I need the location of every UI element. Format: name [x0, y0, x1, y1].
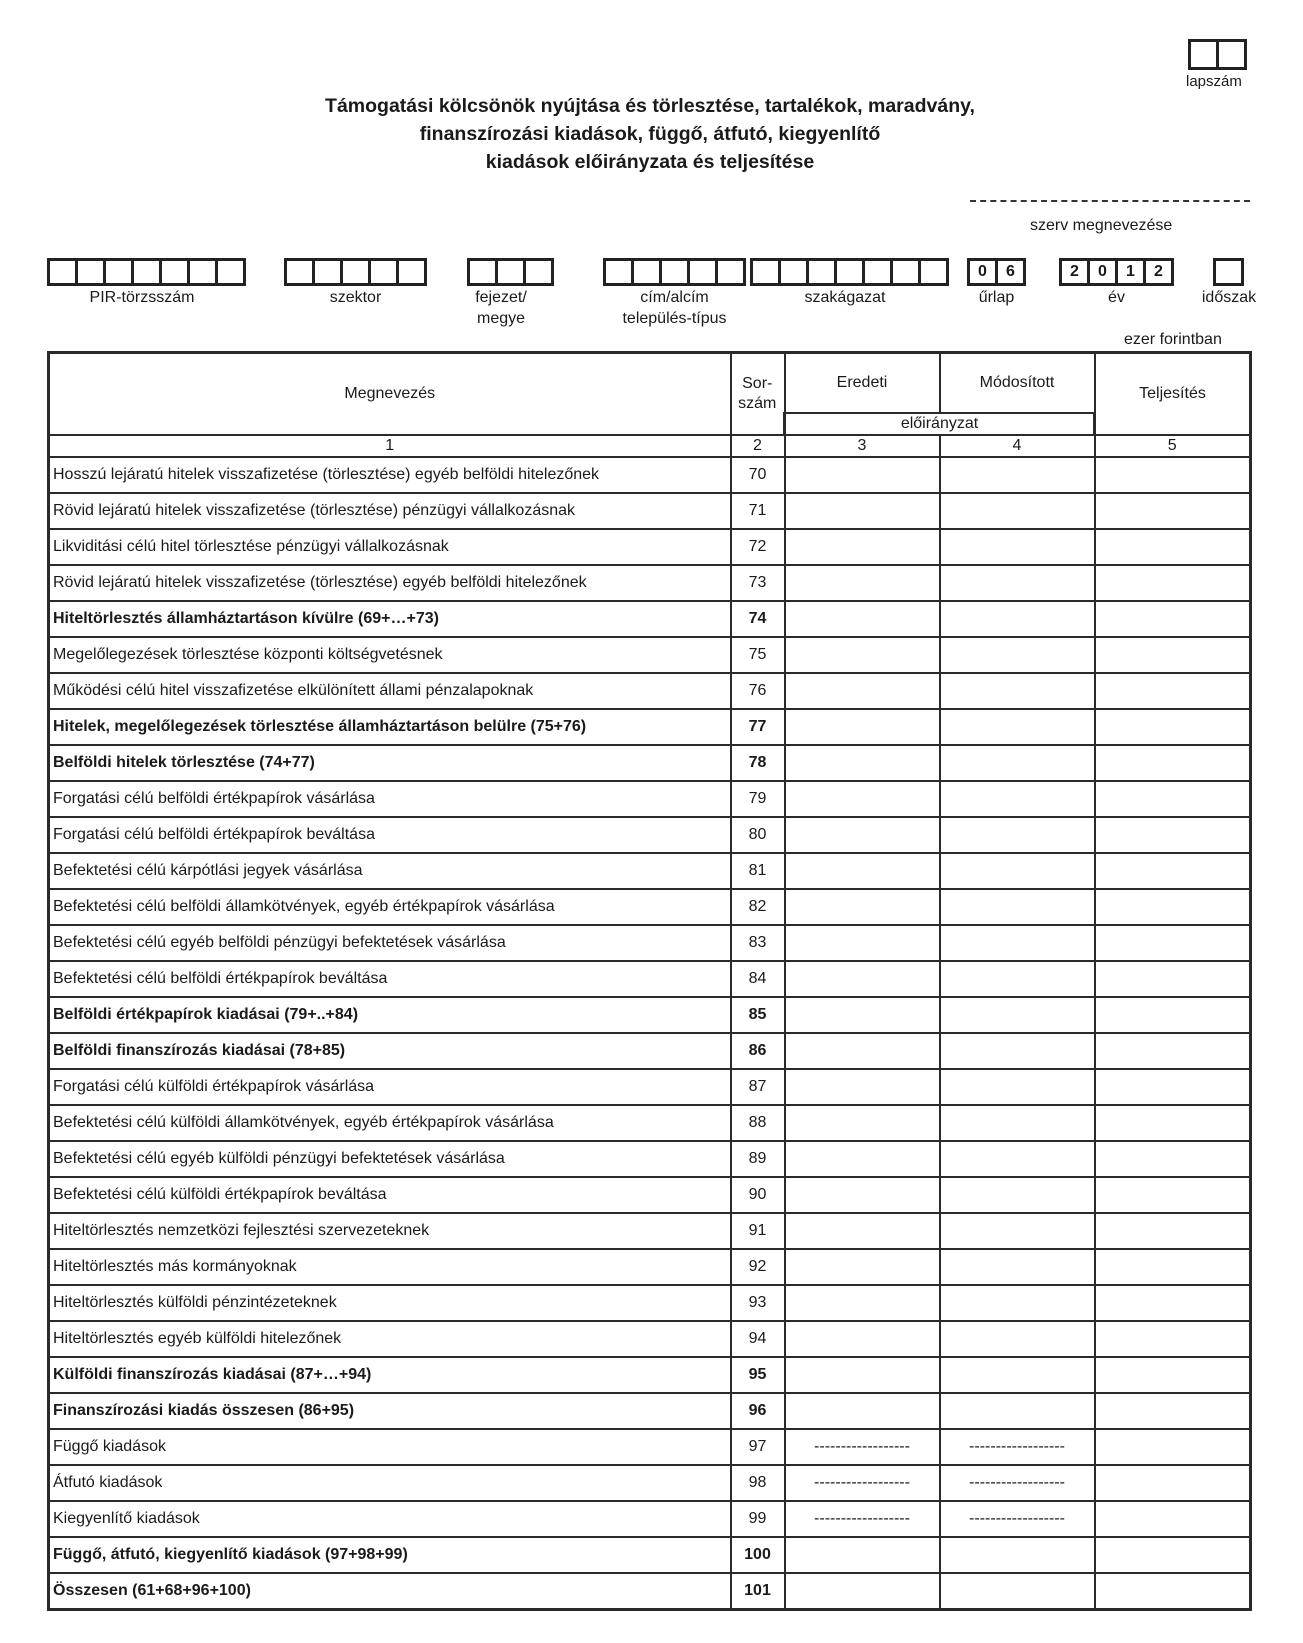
cell-eredeti-input[interactable]: [785, 1213, 940, 1249]
cell-teljesites-input[interactable]: [1095, 781, 1251, 817]
row-name: Külföldi finanszírozás kiadásai (87+…+94): [49, 1357, 731, 1393]
cell-modositott-input[interactable]: [940, 1213, 1095, 1249]
szektor-digit-cell[interactable]: [368, 258, 399, 286]
row-sorszam: 97: [731, 1429, 785, 1465]
row-sorszam: 77: [731, 709, 785, 745]
cell-teljesites-input[interactable]: [1095, 493, 1251, 529]
header-teljesites: Teljesítés: [1095, 353, 1251, 436]
row-name: Hiteltörlesztés államháztartáson kívülre (69+…+73): [49, 601, 731, 637]
cell-teljesites-input[interactable]: [1095, 1033, 1251, 1069]
cell-eredeti-input[interactable]: [785, 493, 940, 529]
cell-eredeti-input[interactable]: [785, 781, 940, 817]
cell-eredeti-input[interactable]: [785, 745, 940, 781]
pir-digit-cell[interactable]: [215, 258, 246, 286]
row-name: Belföldi értékpapírok kiadásai (79+..+84): [49, 997, 731, 1033]
row-name: Befektetési célú belföldi államkötvények, egyéb értékpapírok vásárlása: [49, 889, 731, 925]
colnum-5: 5: [1095, 435, 1251, 457]
row-sorszam: 76: [731, 673, 785, 709]
cell-eredeti-input[interactable]: [785, 1033, 940, 1069]
table-row: [49, 673, 1251, 709]
cim-label-line-2: település-típus: [622, 310, 727, 327]
table-row: [49, 1033, 1251, 1069]
row-sorszam: 99: [731, 1501, 785, 1537]
cim-digit-cell[interactable]: [715, 258, 746, 286]
cell-teljesites-input[interactable]: [1095, 457, 1251, 493]
cell-teljesites-input[interactable]: [1095, 1393, 1251, 1429]
cell-modositott-input[interactable]: [940, 709, 1095, 745]
cell-teljesites-input[interactable]: [1095, 637, 1251, 673]
header-sorszam-line-1: Sor-: [742, 375, 773, 392]
table-row: [49, 1429, 1251, 1465]
cell-teljesites-input[interactable]: [1095, 817, 1251, 853]
row-sorszam: 84: [731, 961, 785, 997]
cell-modositott-input[interactable]: [940, 637, 1095, 673]
cell-eredeti-input[interactable]: [785, 1177, 940, 1213]
szektor-boxes[interactable]: [284, 258, 427, 286]
idoszak-boxes[interactable]: [1213, 258, 1244, 286]
colnum-4: 4: [940, 435, 1095, 457]
urlap-boxes[interactable]: [967, 258, 1026, 286]
szektor-digit-cell[interactable]: [312, 258, 343, 286]
cell-eredeti-input[interactable]: [785, 1321, 940, 1357]
row-name: Rövid lejáratú hitelek visszafizetése (törlesztése) egyéb belföldi hitelezőnek: [49, 565, 731, 601]
szakagazat-digit-cell[interactable]: [862, 258, 893, 286]
cell-modositott-input[interactable]: [940, 1033, 1095, 1069]
pir-digit-cell[interactable]: [75, 258, 106, 286]
table-row: [49, 1465, 1251, 1501]
ev-boxes[interactable]: [1059, 258, 1174, 286]
row-name: Összesen (61+68+96+100): [49, 1573, 731, 1610]
ev-digit-cell[interactable]: 1: [1115, 258, 1146, 286]
cell-teljesites-input[interactable]: [1095, 1285, 1251, 1321]
row-sorszam: 75: [731, 637, 785, 673]
cell-eredeti-input[interactable]: [785, 1573, 940, 1610]
cell-modositott-na: ------------------: [940, 1429, 1095, 1465]
ev-label: év: [1108, 289, 1125, 306]
row-name: Befektetési célú kárpótlási jegyek vásárlása: [49, 853, 731, 889]
row-sorszam: 81: [731, 853, 785, 889]
cell-eredeti-input[interactable]: [785, 1105, 940, 1141]
header-megnevezes: Megnevezés: [49, 353, 731, 436]
szektor-label: szektor: [329, 289, 382, 306]
row-sorszam: 83: [731, 925, 785, 961]
row-sorszam: 91: [731, 1213, 785, 1249]
row-sorszam: 80: [731, 817, 785, 853]
row-sorszam: 74: [731, 601, 785, 637]
ev-digit-cell[interactable]: 0: [1087, 258, 1118, 286]
row-sorszam: 86: [731, 1033, 785, 1069]
row-name: Befektetési célú egyéb belföldi pénzügyi befektetések vásárlása: [49, 925, 731, 961]
cell-eredeti-input[interactable]: [785, 1537, 940, 1573]
row-sorszam: 87: [731, 1069, 785, 1105]
header-sorszam-line-2: szám: [738, 395, 777, 412]
row-name: Forgatási célú külföldi értékpapírok vásárlása: [49, 1069, 731, 1105]
row-sorszam: 78: [731, 745, 785, 781]
table-row: [49, 709, 1251, 745]
szektor-digit-cell[interactable]: [396, 258, 427, 286]
cell-teljesites-input[interactable]: [1095, 1357, 1251, 1393]
title-line-3: kiadások előirányzata és teljesítése: [485, 151, 815, 173]
cell-teljesites-input[interactable]: [1095, 745, 1251, 781]
cell-eredeti-input[interactable]: [785, 529, 940, 565]
cim-digit-cell[interactable]: [659, 258, 690, 286]
table-row: [49, 889, 1251, 925]
cell-teljesites-input[interactable]: [1095, 1501, 1251, 1537]
table-row: [49, 853, 1251, 889]
table-row: [49, 1573, 1251, 1610]
cell-teljesites-input[interactable]: [1095, 1069, 1251, 1105]
fejezet-digit-cell[interactable]: [523, 258, 554, 286]
cell-teljesites-input[interactable]: [1095, 889, 1251, 925]
row-sorszam: 92: [731, 1249, 785, 1285]
unit-label: ezer forintban: [1124, 331, 1222, 348]
pir-label: PIR-törzsszám: [89, 289, 195, 306]
cell-teljesites-input[interactable]: [1095, 1141, 1251, 1177]
fejezet-digit-cell[interactable]: [495, 258, 526, 286]
cell-modositott-input[interactable]: [940, 565, 1095, 601]
cell-eredeti-input[interactable]: [785, 1285, 940, 1321]
cim-label: [603, 287, 746, 329]
row-sorszam: 93: [731, 1285, 785, 1321]
table-row: [49, 781, 1251, 817]
fejezet-label-line-2: megye: [476, 310, 526, 327]
cell-modositott-na: ------------------: [940, 1465, 1095, 1501]
cell-modositott-input[interactable]: [940, 1393, 1095, 1429]
cell-eredeti-input[interactable]: [785, 1249, 940, 1285]
cell-teljesites-input[interactable]: [1095, 1105, 1251, 1141]
row-name: Likviditási célú hitel törlesztése pénzügyi vállalkozásnak: [49, 529, 731, 565]
table-row: [49, 529, 1251, 565]
table-row: [49, 1177, 1251, 1213]
cell-teljesites-input[interactable]: [1095, 1249, 1251, 1285]
pir-digit-cell[interactable]: [47, 258, 78, 286]
table-row: [49, 1501, 1251, 1537]
cell-eredeti-input[interactable]: [785, 1393, 940, 1429]
cell-teljesites-input[interactable]: [1095, 997, 1251, 1033]
row-name: Hosszú lejáratú hitelek visszafizetése (törlesztése) egyéb belföldi hitelezőnek: [49, 457, 731, 493]
cell-eredeti-na: ------------------: [785, 1465, 940, 1501]
cell-modositott-input[interactable]: [940, 1357, 1095, 1393]
fejezet-label: [460, 287, 542, 329]
cell-modositott-input[interactable]: [940, 961, 1095, 997]
szakagazat-label: szakágazat: [804, 289, 886, 306]
fejezet-label-line-1: fejezet/: [475, 289, 527, 306]
fejezet-digit-cell[interactable]: [467, 258, 498, 286]
cell-modositott-input[interactable]: [940, 1321, 1095, 1357]
cell-eredeti-input[interactable]: [785, 961, 940, 997]
cell-teljesites-input[interactable]: [1095, 565, 1251, 601]
row-sorszam: 89: [731, 1141, 785, 1177]
szakagazat-digit-cell[interactable]: [834, 258, 865, 286]
row-name: Függő, átfutó, kiegyenlítő kiadások (97+98+99): [49, 1537, 731, 1573]
cell-modositott-input[interactable]: [940, 1537, 1095, 1573]
cell-modositott-input[interactable]: [940, 673, 1095, 709]
ev-digit-cell[interactable]: 2: [1059, 258, 1090, 286]
row-name: Működési célú hitel visszafizetése elkülönített állami pénzalapoknak: [49, 673, 731, 709]
table-row: [49, 961, 1251, 997]
cim-alcim-boxes[interactable]: [603, 258, 746, 286]
cell-eredeti-input[interactable]: [785, 817, 940, 853]
row-sorszam: 72: [731, 529, 785, 565]
cell-modositott-input[interactable]: [940, 601, 1095, 637]
form-title: [180, 92, 1120, 176]
row-name: Hiteltörlesztés külföldi pénzintézeteknek: [49, 1285, 731, 1321]
cell-modositott-input[interactable]: [940, 925, 1095, 961]
row-name: Forgatási célú belföldi értékpapírok beváltása: [49, 817, 731, 853]
cell-eredeti-input[interactable]: [785, 709, 940, 745]
cell-modositott-input[interactable]: [940, 1285, 1095, 1321]
cell-teljesites-input[interactable]: [1095, 1573, 1251, 1610]
cell-modositott-input[interactable]: [940, 493, 1095, 529]
cell-teljesites-input[interactable]: [1095, 961, 1251, 997]
header-eredeti: Eredeti: [785, 353, 940, 414]
row-name: Belföldi finanszírozás kiadásai (78+85): [49, 1033, 731, 1069]
title-line-2: finanszírozási kiadások, függő, átfutó, kiegyenlítő: [419, 123, 881, 145]
cim-label-line-1: cím/alcím: [640, 289, 709, 306]
table-row: [49, 817, 1251, 853]
cell-modositott-na: ------------------: [940, 1501, 1095, 1537]
table-row: [49, 565, 1251, 601]
cell-eredeti-na: ------------------: [785, 1429, 940, 1465]
szakagazat-boxes[interactable]: [750, 258, 949, 286]
cell-teljesites-input[interactable]: [1095, 853, 1251, 889]
urlap-digit-cell[interactable]: 6: [995, 258, 1026, 286]
ev-digit-cell[interactable]: 2: [1143, 258, 1174, 286]
table-row: [49, 1285, 1251, 1321]
szerv-label: szerv megnevezése: [1030, 217, 1173, 234]
row-name: Kiegyenlítő kiadások: [49, 1501, 731, 1537]
row-name: Hiteltörlesztés egyéb külföldi hitelezőnek: [49, 1321, 731, 1357]
table-row: [49, 1357, 1251, 1393]
szakagazat-digit-cell[interactable]: [918, 258, 949, 286]
urlap-label: űrlap: [978, 289, 1015, 306]
urlap-digit-cell[interactable]: 0: [967, 258, 998, 286]
lapszam-label: lapszám: [1186, 73, 1242, 90]
fejezet-megye-boxes[interactable]: [467, 258, 554, 286]
row-name: Forgatási célú belföldi értékpapírok vásárlása: [49, 781, 731, 817]
pir-digit-cell[interactable]: [187, 258, 218, 286]
table-row: [49, 997, 1251, 1033]
cell-eredeti-input[interactable]: [785, 997, 940, 1033]
cell-modositott-input[interactable]: [940, 889, 1095, 925]
table-row: [49, 925, 1251, 961]
cell-modositott-input[interactable]: [940, 457, 1095, 493]
pir-digit-cell[interactable]: [159, 258, 190, 286]
szakagazat-digit-cell[interactable]: [890, 258, 921, 286]
lapszam-box[interactable]: [1188, 39, 1247, 70]
cell-eredeti-input[interactable]: [785, 1069, 940, 1105]
row-sorszam: 85: [731, 997, 785, 1033]
main-table: [47, 351, 1252, 1611]
cell-teljesites-input[interactable]: [1095, 1537, 1251, 1573]
title-line-1: Támogatási kölcsönök nyújtása és törlesztése, tartalékok, maradvány,: [325, 95, 975, 117]
row-name: Megelőlegezések törlesztése központi költségvetésnek: [49, 637, 731, 673]
row-name: Befektetési célú külföldi államkötvények, egyéb értékpapírok vásárlása: [49, 1105, 731, 1141]
cell-eredeti-na: ------------------: [785, 1501, 940, 1537]
table-row: [49, 1393, 1251, 1429]
row-name: Belföldi hitelek törlesztése (74+77): [49, 745, 731, 781]
table-row: [49, 1069, 1251, 1105]
table-row: [49, 1141, 1251, 1177]
szektor-digit-cell[interactable]: [340, 258, 371, 286]
cell-eredeti-input[interactable]: [785, 673, 940, 709]
pir-digit-cell[interactable]: [131, 258, 162, 286]
cell-modositott-input[interactable]: [940, 745, 1095, 781]
pir-digit-cell[interactable]: [103, 258, 134, 286]
row-sorszam: 100: [731, 1537, 785, 1573]
row-sorszam: 73: [731, 565, 785, 601]
row-sorszam: 90: [731, 1177, 785, 1213]
cell-eredeti-input[interactable]: [785, 1141, 940, 1177]
cell-modositott-input[interactable]: [940, 1249, 1095, 1285]
row-sorszam: 95: [731, 1357, 785, 1393]
cell-teljesites-input[interactable]: [1095, 673, 1251, 709]
cell-eredeti-input[interactable]: [785, 853, 940, 889]
szektor-digit-cell[interactable]: [284, 258, 315, 286]
row-name: Finanszírozási kiadás összesen (86+95): [49, 1393, 731, 1429]
cell-eredeti-input[interactable]: [785, 889, 940, 925]
cell-teljesites-input[interactable]: [1095, 709, 1251, 745]
cell-eredeti-input[interactable]: [785, 601, 940, 637]
table-row: [49, 637, 1251, 673]
cell-teljesites-input[interactable]: [1095, 1465, 1251, 1501]
szakagazat-digit-cell[interactable]: [778, 258, 809, 286]
row-sorszam: 70: [731, 457, 785, 493]
cell-modositott-input[interactable]: [940, 1069, 1095, 1105]
cell-modositott-input[interactable]: [940, 529, 1095, 565]
row-name: Hiteltörlesztés nemzetközi fejlesztési szervezeteknek: [49, 1213, 731, 1249]
row-name: Befektetési célú belföldi értékpapírok beváltása: [49, 961, 731, 997]
cell-modositott-input[interactable]: [940, 1105, 1095, 1141]
row-name: Átfutó kiadások: [49, 1465, 731, 1501]
cell-modositott-input[interactable]: [940, 781, 1095, 817]
table-row: [49, 1105, 1251, 1141]
cim-digit-cell[interactable]: [687, 258, 718, 286]
cell-teljesites-input[interactable]: [1095, 601, 1251, 637]
cell-teljesites-input[interactable]: [1095, 1321, 1251, 1357]
lapszam-cell[interactable]: [1216, 39, 1247, 70]
cell-modositott-input[interactable]: [940, 853, 1095, 889]
cell-modositott-input[interactable]: [940, 997, 1095, 1033]
table-row: [49, 1321, 1251, 1357]
table-row: [49, 1249, 1251, 1285]
table-row: [49, 493, 1251, 529]
lapszam-cell[interactable]: [1188, 39, 1219, 70]
row-name: Hiteltörlesztés más kormányoknak: [49, 1249, 731, 1285]
row-sorszam: 96: [731, 1393, 785, 1429]
row-name: Hitelek, megelőlegezések törlesztése államháztartáson belülre (75+76): [49, 709, 731, 745]
cell-teljesites-input[interactable]: [1095, 1213, 1251, 1249]
cell-modositott-input[interactable]: [940, 1573, 1095, 1610]
cim-digit-cell[interactable]: [631, 258, 662, 286]
table-row: [49, 745, 1251, 781]
idoszak-label: időszak: [1201, 289, 1257, 306]
szakagazat-digit-cell[interactable]: [806, 258, 837, 286]
cell-eredeti-input[interactable]: [785, 925, 940, 961]
cell-modositott-input[interactable]: [940, 1141, 1095, 1177]
idoszak-digit-cell[interactable]: [1213, 258, 1244, 286]
colnum-1: 1: [49, 435, 731, 457]
cell-teljesites-input[interactable]: [1095, 1429, 1251, 1465]
table-row: [49, 601, 1251, 637]
cim-digit-cell[interactable]: [603, 258, 634, 286]
cell-eredeti-input[interactable]: [785, 637, 940, 673]
szakagazat-digit-cell[interactable]: [750, 258, 781, 286]
row-sorszam: 88: [731, 1105, 785, 1141]
row-name: Függő kiadások: [49, 1429, 731, 1465]
row-sorszam: 98: [731, 1465, 785, 1501]
table-row: [49, 457, 1251, 493]
row-sorszam: 82: [731, 889, 785, 925]
header-sorszam: [731, 353, 785, 436]
row-sorszam: 101: [731, 1573, 785, 1610]
cell-modositott-input[interactable]: [940, 1177, 1095, 1213]
table-row: [49, 1213, 1251, 1249]
row-name: Rövid lejáratú hitelek visszafizetése (törlesztése) pénzügyi vállalkozásnak: [49, 493, 731, 529]
row-sorszam: 79: [731, 781, 785, 817]
cell-teljesites-input[interactable]: [1095, 529, 1251, 565]
header-eloiranyzat: előirányzat: [785, 413, 1095, 435]
header-modositott: Módosított: [940, 353, 1095, 414]
cell-teljesites-input[interactable]: [1095, 925, 1251, 961]
row-name: Befektetési célú külföldi értékpapírok beváltása: [49, 1177, 731, 1213]
colnum-3: 3: [785, 435, 940, 457]
szerv-name-line[interactable]: [970, 200, 1250, 202]
cell-eredeti-input[interactable]: [785, 457, 940, 493]
cell-eredeti-input[interactable]: [785, 565, 940, 601]
table-row: [49, 1537, 1251, 1573]
row-sorszam: 94: [731, 1321, 785, 1357]
pir-torzsszam-boxes[interactable]: [47, 258, 246, 286]
cell-teljesites-input[interactable]: [1095, 1177, 1251, 1213]
cell-eredeti-input[interactable]: [785, 1357, 940, 1393]
colnum-2: 2: [731, 435, 785, 457]
row-name: Befektetési célú egyéb külföldi pénzügyi befektetések vásárlása: [49, 1141, 731, 1177]
row-sorszam: 71: [731, 493, 785, 529]
cell-modositott-input[interactable]: [940, 817, 1095, 853]
